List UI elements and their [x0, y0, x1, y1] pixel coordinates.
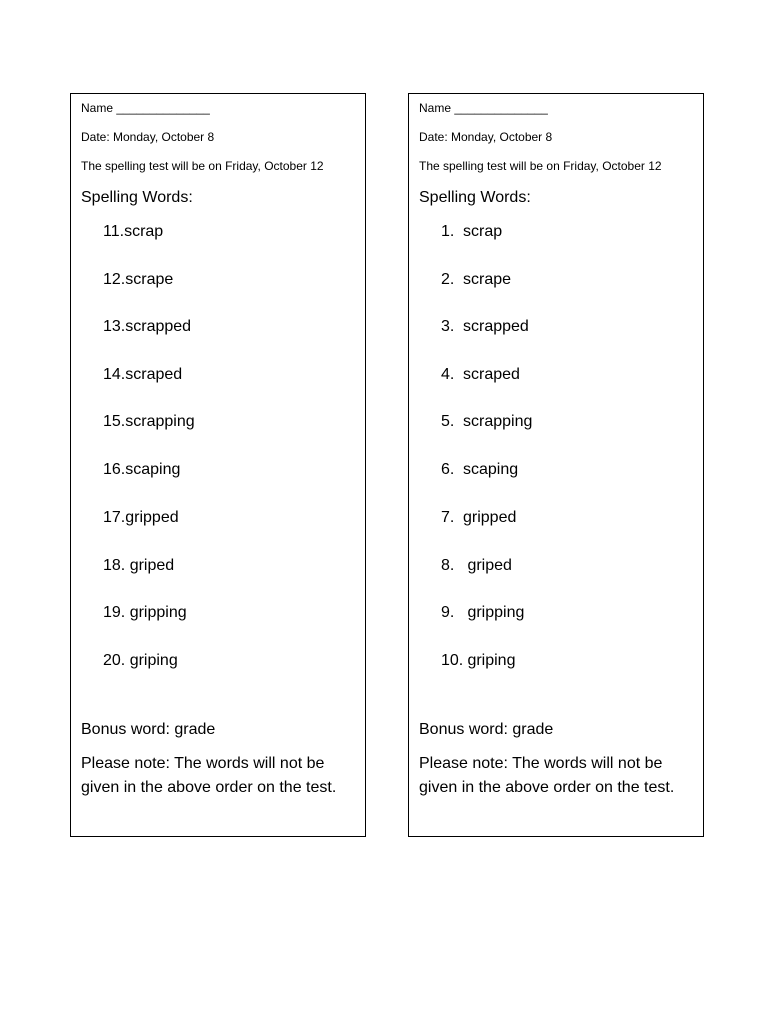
word-number: 13. — [103, 318, 126, 335]
word-text: scraped — [125, 366, 183, 383]
word-text: gripped — [463, 509, 517, 526]
word-text: gripped — [125, 509, 179, 526]
word-number: 6. — [441, 461, 455, 478]
list-item — [441, 365, 520, 385]
word-number: 16. — [103, 461, 126, 478]
word-text: scrapping — [463, 413, 533, 430]
test-date-line: The spelling test will be on Friday, October 12 — [419, 159, 662, 173]
word-number: 3. — [441, 318, 455, 335]
word-number: 10. — [441, 652, 464, 669]
list-item — [103, 270, 173, 290]
list-item — [441, 412, 532, 432]
spelling-card-left — [70, 93, 366, 837]
word-text: griping — [125, 652, 178, 669]
word-number: 5. — [441, 413, 455, 430]
word-text: scrapped — [125, 318, 192, 335]
list-item — [103, 365, 182, 385]
word-number: 8. — [441, 557, 455, 574]
list-item — [103, 412, 195, 432]
name-line: Name ______________ — [419, 101, 548, 115]
list-item — [441, 556, 512, 576]
word-number: 20. — [103, 652, 126, 669]
word-number: 18. — [103, 557, 126, 574]
word-text: gripping — [125, 604, 187, 621]
word-text: griped — [125, 557, 175, 574]
word-number: 1. — [441, 223, 455, 240]
word-text: scrapped — [463, 318, 529, 335]
order-note: Please note: The words will not be given in the above order on the test. — [419, 755, 675, 796]
list-item — [441, 603, 524, 623]
word-text: scrapping — [125, 413, 195, 430]
word-text: scrap — [463, 223, 503, 240]
list-item — [441, 270, 511, 290]
list-item — [441, 508, 516, 528]
word-number: 11. — [103, 223, 125, 240]
list-item — [103, 508, 179, 528]
spelling-card-right — [408, 93, 704, 837]
list-item — [103, 460, 180, 480]
word-number: 15. — [103, 413, 126, 430]
bonus-word: Bonus word: grade — [419, 721, 554, 738]
word-text: griping — [463, 652, 516, 669]
word-text: gripping — [463, 604, 525, 621]
spelling-words-heading: Spelling Words: — [419, 189, 531, 206]
word-text: scrape — [463, 271, 512, 288]
list-item — [103, 222, 163, 242]
word-number: 19. — [103, 604, 126, 621]
word-text: scaping — [463, 461, 519, 478]
date-line: Date: Monday, October 8 — [81, 130, 215, 144]
list-item — [441, 460, 518, 480]
test-date-line: The spelling test will be on Friday, October 12 — [81, 159, 324, 173]
word-number: 17. — [103, 509, 126, 526]
word-number: 2. — [441, 271, 455, 288]
word-text: scrap — [124, 223, 164, 240]
word-text: griped — [463, 557, 512, 574]
spelling-words-heading: Spelling Words: — [81, 189, 193, 206]
order-note: Please note: The words will not be given in the above order on the test. — [81, 755, 337, 796]
word-text: scaping — [125, 461, 181, 478]
word-number: 14. — [103, 366, 126, 383]
list-item — [441, 651, 515, 671]
word-number: 12. — [103, 271, 126, 288]
list-item — [441, 222, 502, 242]
list-item — [103, 651, 178, 671]
word-number: 7. — [441, 509, 455, 526]
list-item — [103, 603, 187, 623]
list-item — [441, 317, 529, 337]
word-number: 4. — [441, 366, 455, 383]
list-item — [103, 317, 191, 337]
word-text: scraped — [463, 366, 520, 383]
list-item — [103, 556, 174, 576]
name-line: Name ______________ — [81, 101, 210, 115]
bonus-word: Bonus word: grade — [81, 721, 216, 738]
date-line: Date: Monday, October 8 — [419, 130, 553, 144]
word-number: 9. — [441, 604, 455, 621]
word-text: scrape — [125, 271, 174, 288]
